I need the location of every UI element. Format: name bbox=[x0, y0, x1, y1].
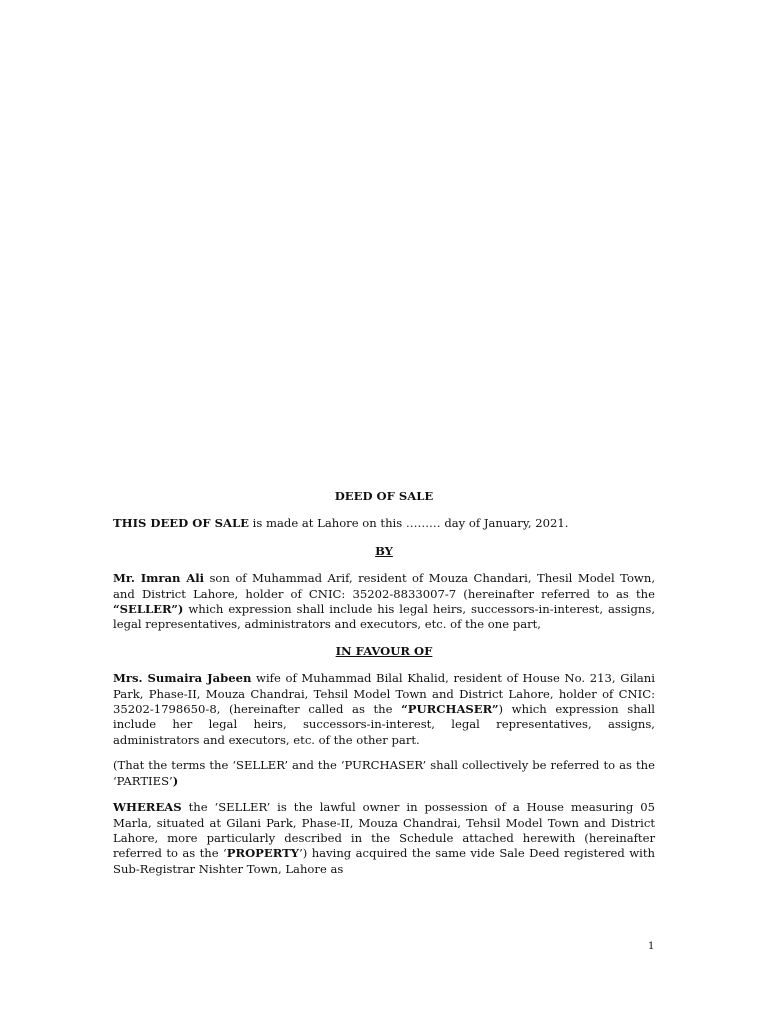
parties-close: ) bbox=[172, 773, 179, 788]
document-title: DEED OF SALE bbox=[334, 489, 434, 503]
purchaser-text-1: wife of Muhammad Bilal Khalid, resident of House No. 213, Gilani Park, Phase-II, Mouza Chandrai, Tehsil Model Town and District Lahore, holder of CNIC: 35202-1798650-8, (hereinafter called as the bbox=[113, 671, 655, 717]
purchaser-text-2: ) which expression shall include her legal heirs, successors-in-interest, legal representatives, assigns, administrators and executors, etc. of the other part. bbox=[113, 702, 655, 747]
seller-paragraph bbox=[113, 571, 655, 633]
purchaser-term: “PURCHASER” bbox=[401, 702, 499, 717]
whereas-text-2: ’) having acquired the same vide Sale Deed registered with Sub-Registrar Nishter Town, Lahore as bbox=[113, 846, 655, 876]
deed-body bbox=[113, 489, 655, 888]
seller-term: “SELLER”) bbox=[113, 602, 184, 617]
whereas-paragraph bbox=[113, 800, 655, 877]
parties-paragraph bbox=[113, 758, 655, 789]
heading-in-favour-of: IN FAVOUR OF bbox=[335, 643, 433, 658]
parties-text: (That the terms the ‘SELLER’ and the ‘PURCHASER’ shall collectively be referred to as the ‘PARTIES’ bbox=[113, 758, 655, 788]
intro-bold: THIS DEED OF SALE bbox=[113, 516, 249, 531]
intro-text: is made at Lahore on this ……… day of January, 2021. bbox=[248, 516, 569, 531]
heading-by: BY bbox=[375, 543, 393, 558]
whereas-lead: WHEREAS bbox=[113, 800, 182, 815]
seller-text-1: son of Muhammad Arif, resident of Mouza Chandari, Thesil Model Town, and District Lahore, holder of CNIC: 35202-8833007-7 (hereinafter referred to as the bbox=[113, 571, 656, 601]
purchaser-paragraph bbox=[113, 671, 655, 748]
whereas-term: PROPERTY bbox=[226, 846, 300, 861]
page-number: 1 bbox=[648, 941, 655, 952]
intro-line bbox=[113, 516, 655, 531]
whereas-text-1: the ‘SELLER’ is the lawful owner in possession of a House measuring 05 Marla, situated at Gilani Park, Phase-II, Mouza Chandrai, Tehsil Model Town and District Lahore, more particularly described in the Schedule attached herewith (hereinafter referred to as the ‘ bbox=[113, 800, 655, 861]
purchaser-name: Mrs. Sumaira Jabeen bbox=[113, 671, 252, 686]
seller-text-2: which expression shall include his legal heirs, successors-in-interest, assigns, legal representatives, administrators and executors, etc. of the one part, bbox=[113, 602, 655, 632]
seller-name: Mr. Imran Ali bbox=[113, 571, 205, 586]
